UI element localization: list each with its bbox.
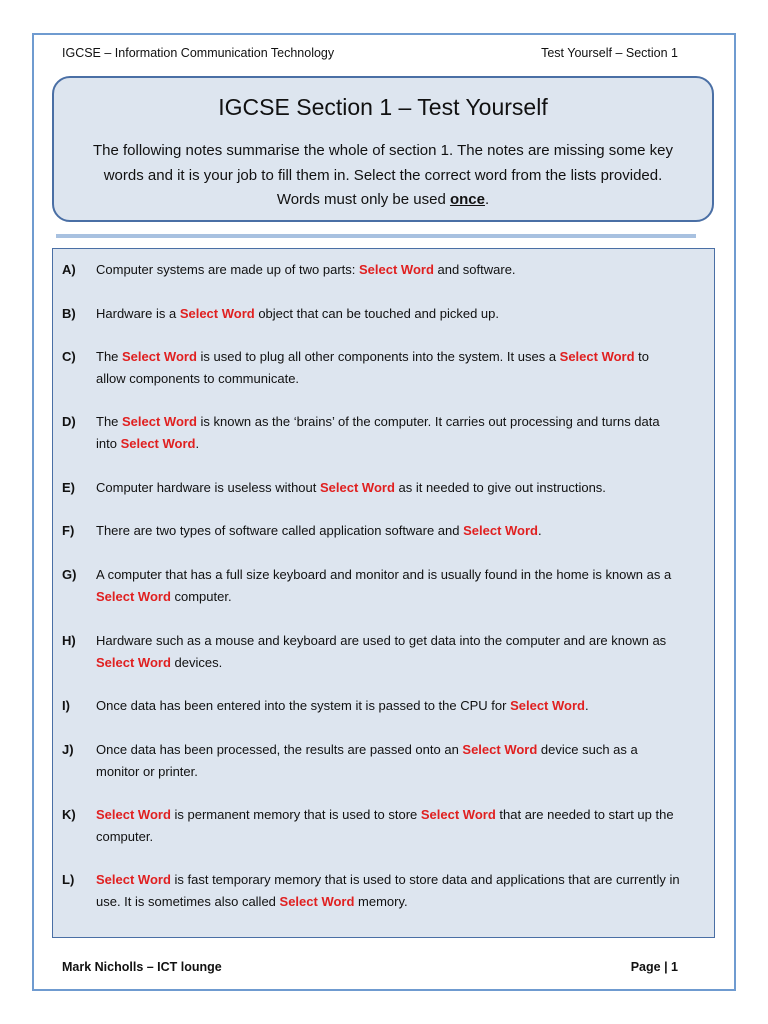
select-word-dropdown[interactable]: Select Word <box>463 523 538 538</box>
question-label: F) <box>62 523 75 538</box>
select-word-dropdown[interactable]: Select Word <box>122 414 197 429</box>
intro-text <box>90 139 676 213</box>
question-label: B) <box>62 306 76 321</box>
question-label: J) <box>62 742 74 757</box>
intro-after: . <box>484 191 490 208</box>
question-b: B) Hardware is a Select Word object that can be touched and picked up. <box>62 303 682 325</box>
footer-page: Page | 1 <box>630 960 678 974</box>
divider <box>56 234 696 238</box>
question-label: E) <box>62 480 75 495</box>
header-right: Test Yourself – Section 1 <box>541 46 678 60</box>
question-f: F) There are two types of software called application software and Select Word. <box>62 520 682 542</box>
select-word-dropdown[interactable]: Select Word <box>510 698 585 713</box>
select-word-dropdown[interactable]: Select Word <box>179 306 255 321</box>
footer-author: Mark Nicholls – ICT lounge <box>62 960 222 974</box>
intro-emphasis: once <box>449 191 485 208</box>
select-word-dropdown[interactable]: Select Word <box>279 894 355 909</box>
question-label: I) <box>62 698 70 713</box>
select-word-dropdown[interactable]: Select Word <box>96 872 171 887</box>
question-label: H) <box>62 633 76 648</box>
intro-before: The following notes summarise the whole of section 1. The notes are missing some key words and it is your job to fill them in. Select the correct word from the lists provided. Words must only be used <box>92 142 673 208</box>
question-label: C) <box>62 349 76 364</box>
page-title: IGCSE Section 1 – Test Yourself <box>218 94 548 120</box>
select-word-dropdown[interactable]: Select Word <box>359 262 434 277</box>
question-d: D) The Select Word is known as the ‘brains’ of the computer. It carries out processing and turns data into Select Word. <box>62 411 682 455</box>
header-left: IGCSE – Information Communication Technology <box>62 46 335 60</box>
question-c: C) The Select Word is used to plug all other components into the system. It uses a Select Word to allow components to communicate. <box>62 346 682 390</box>
select-word-dropdown[interactable]: Select Word <box>96 589 171 604</box>
select-word-dropdown[interactable]: Select Word <box>120 436 196 451</box>
select-word-dropdown[interactable]: Select Word <box>559 349 635 364</box>
question-h: H) Hardware such as a mouse and keyboard are used to get data into the computer and are known as Select Word devices. <box>62 630 682 674</box>
question-label: A) <box>62 262 76 277</box>
select-word-dropdown[interactable]: Select Word <box>96 655 171 670</box>
select-word-dropdown[interactable]: Select Word <box>122 349 197 364</box>
question-label: L) <box>62 872 75 887</box>
question-label: D) <box>62 414 76 429</box>
question-a: A) Computer systems are made up of two parts: Select Word and software. <box>62 259 682 281</box>
question-e: E) Computer hardware is useless without Select Word as it needed to give out instructions. <box>62 477 682 499</box>
select-word-dropdown[interactable]: Select Word <box>420 807 496 822</box>
question-label: K) <box>62 807 76 822</box>
select-word-dropdown[interactable]: Select Word <box>320 480 395 495</box>
select-word-dropdown[interactable]: Select Word <box>462 742 538 757</box>
select-word-dropdown[interactable]: Select Word <box>96 807 171 822</box>
question-g: G) A computer that has a full size keyboard and monitor and is usually found in the home is known as a Select Word computer. <box>62 564 682 608</box>
question-i: I) Once data has been entered into the system it is passed to the CPU for Select Word. <box>62 695 682 717</box>
question-label: G) <box>62 567 77 582</box>
question-k: K) Select Word is permanent memory that is used to store Select Word that are needed to start up the computer. <box>62 804 682 848</box>
question-j: J) Once data has been processed, the results are passed onto an Select Word device such as a monitor or printer. <box>62 739 682 783</box>
question-l: L) Select Word is fast temporary memory that is used to store data and applications that are currently in use. It is sometimes also called Select Word memory. <box>62 869 682 913</box>
